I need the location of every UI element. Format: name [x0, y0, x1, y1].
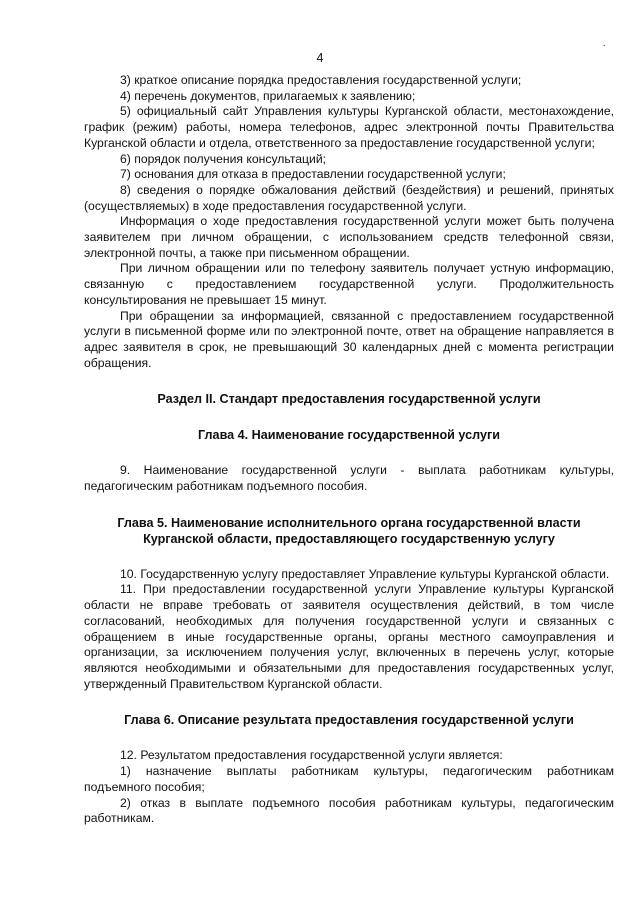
section-heading: Раздел II. Стандарт предоставления государственной услуги [157, 392, 541, 407]
page-number: 4 [316, 51, 324, 65]
paragraph: 1) назначение выплаты работникам культуры, педагогическим работникам подъемного пособия; [84, 764, 614, 794]
paragraph: 11. При предоставлении государственной услуги Управление культуры Курганской области не вправе требовать от заявителя осуществления действий, в том числе согласований, необходимых для получения государственной услуги и связанных с обращением в иные государственные органы, органы местного самоуправления и организации, за исключением получения услуг, включенных в перечень услуг, которые являются необходимыми и обязательными для предоставления государственных услуг, утвержденный Правительством Курганской области. [84, 582, 614, 691]
paragraph: 10. Государственную услугу предоставляет Управление культуры Курганской области. [120, 566, 610, 581]
paragraph: 6) порядок получения консультаций; [120, 151, 327, 166]
paragraph: 4) перечень документов, прилагаемых к заявлению; [120, 88, 416, 103]
paragraph: Информация о ходе предоставления государственной услуги может быть получена заявителем при личном обращении, с использованием средств телефонной связи, электронной почты, а также при письменном обращении. [84, 214, 614, 260]
paragraph: 8) сведения о порядке обжалования действий (бездействия) и решений, принятых (осуществляемых) в ходе предоставления государственной услуги. [84, 182, 614, 213]
chapter-heading: Глава 5. Наименование исполнительного органа государственной власти Курганской области, предоставляющего государственную услугу [117, 515, 581, 546]
paragraph: 12. Результатом предоставления государственной услуги является: [120, 748, 503, 763]
paragraph: 9. Наименование государственной услуги - выплата работникам культуры, педагогическим работникам подъемного пособия. [84, 463, 614, 494]
document-body [84, 73, 614, 827]
paragraph: При личном обращении или по телефону заявитель получает устную информацию, связанную с предоставлением государственной услуги. Продолжительность консультирования не превышает 15 минут. [84, 261, 614, 307]
paragraph: При обращении за информацией, связанной с предоставлением государственной услуги в письменной форме или по электронной почте, ответ на обращение направляется в адрес заявителя в срок, не превышающий 30 календарных дней с момента регистрации обращения. [84, 308, 614, 370]
chapter-heading: Глава 6. Описание результата предоставления государственной услуги [124, 713, 574, 728]
paragraph: 2) отказ в выплате подъемного пособия работникам культуры, педагогическим работникам. [84, 795, 614, 826]
paragraph: 7) основания для отказа в предоставлении государственной услуги; [120, 167, 506, 182]
corner-mark: . [603, 38, 606, 48]
chapter-heading: Глава 4. Наименование государственной услуги [198, 428, 500, 443]
paragraph: 5) официальный сайт Управления культуры Курганской области, местонахождение, график (режим) работы, номера телефонов, адрес электронной почты Правительства Курганской области и отдела, ответственного за предоставление государственной услуги; [84, 104, 614, 150]
paragraph: 3) краткое описание порядка предоставления государственной услуги; [120, 73, 522, 87]
